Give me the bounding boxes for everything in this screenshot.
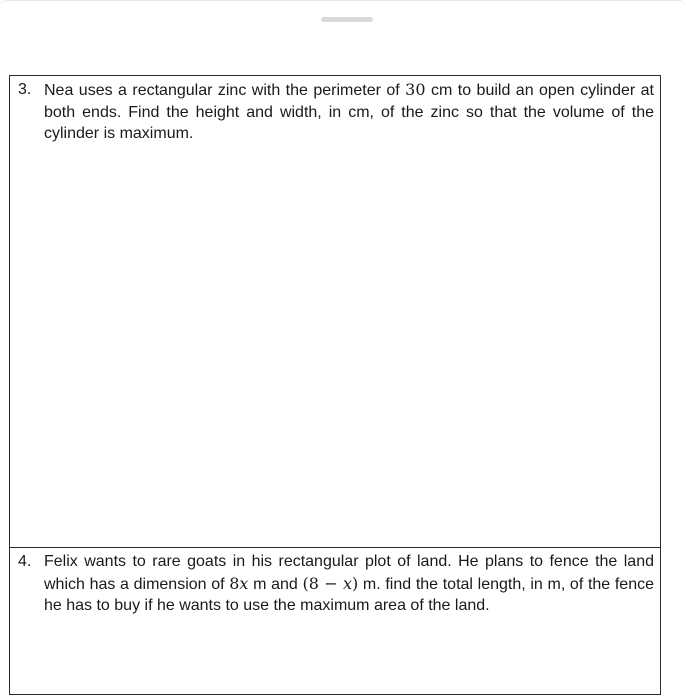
- question-3-number: 3.: [18, 81, 32, 98]
- question-4-text-part: m and: [248, 575, 303, 593]
- math-variable: x: [342, 573, 352, 593]
- worksheet-table: [9, 75, 661, 695]
- sheet-top-edge: [0, 0, 686, 9]
- question-3-text-part: cm to build an open cylinder at both ends. Find the height and width, in cm, of the zinc so that the volume of the cylinder is maximum.: [44, 82, 654, 142]
- question-3-cell: [10, 76, 660, 548]
- question-4-math-width: [303, 574, 359, 593]
- question-4-number: 4.: [18, 553, 32, 570]
- math-variable: x: [239, 573, 249, 593]
- math-expression: (8 −: [302, 573, 343, 593]
- math-expression: ): [351, 573, 359, 593]
- question-3-text-part: Nea uses a rectangular zinc with the perimeter of: [44, 82, 406, 99]
- question-3-math-perimeter: 30: [405, 80, 426, 99]
- question-4-math-length: [229, 574, 248, 593]
- math-number: 8: [229, 573, 240, 593]
- question-4-text-part: Felix wants to rare goats in his rectangular plot of land. He plans to fence the land which has a dimension of: [44, 553, 654, 593]
- question-4-text-part: m. find the total length, in m, of the fence he has to buy if he wants to use the maximum area of the land.: [44, 575, 654, 614]
- question-4-cell: [10, 548, 660, 694]
- drag-handle[interactable]: [321, 17, 373, 22]
- question-3-text: [44, 79, 654, 145]
- question-4-text: [44, 551, 654, 617]
